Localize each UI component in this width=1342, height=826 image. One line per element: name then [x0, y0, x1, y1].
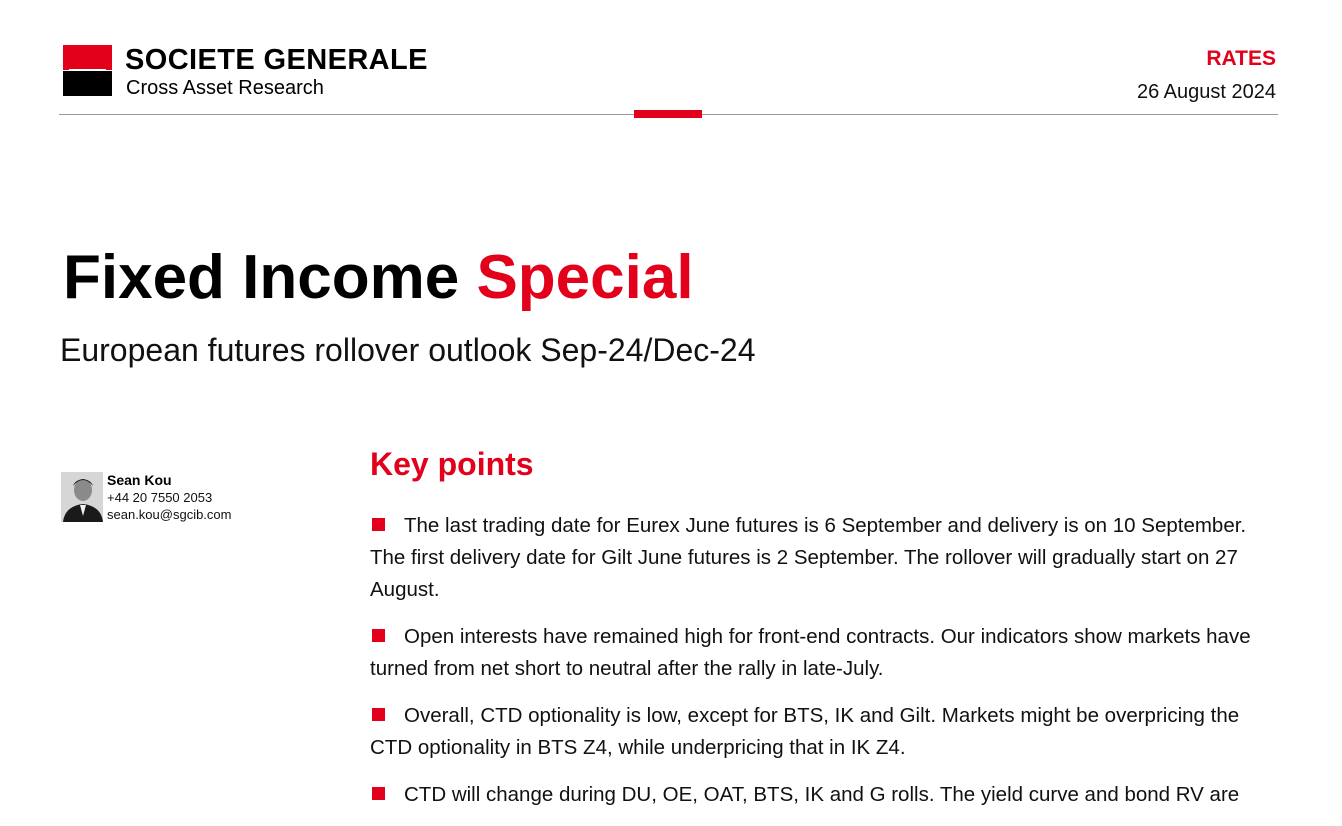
author-phone: +44 20 7550 2053: [107, 490, 213, 505]
brand-logo-black-block: [63, 71, 112, 96]
brand-logo-red-block: [63, 45, 112, 70]
red-square-bullet-icon: [372, 708, 385, 721]
section-label: RATES: [1206, 47, 1276, 70]
author-portrait-icon: [61, 472, 103, 522]
key-point-item: [370, 700, 1282, 764]
key-point-text: CTD will change during DU, OE, OAT, BTS, IK and G rolls. The yield curve and bond RV are: [404, 783, 1240, 806]
key-point-text: Overall, CTD optionality is low, except for BTS, IK and Gilt. Markets might be overpricing the CTD optionality in BTS Z4, while underpricing that in IK Z4.: [370, 704, 1240, 759]
key-points-heading: Key points: [370, 446, 534, 482]
brand-subtitle: Cross Asset Research: [126, 77, 324, 99]
author-block: [61, 471, 321, 523]
author-email-link[interactable]: sean.kou@sgcib.com: [107, 507, 232, 522]
red-square-bullet-icon: [372, 787, 385, 800]
author-name: Sean Kou: [107, 472, 172, 488]
report-date: 26 August 2024: [1136, 81, 1276, 103]
red-square-bullet-icon: [372, 629, 385, 642]
key-point-item: [370, 510, 1282, 606]
key-point-text: Open interests have remained high for front-end contracts. Our indicators show markets have turned from net short to neutral after the rally in late-July.: [370, 625, 1251, 680]
key-points-list: [370, 510, 1282, 826]
red-square-bullet-icon: [372, 518, 385, 531]
page-subtitle: European futures rollover outlook Sep-24/Dec-24: [60, 332, 756, 368]
title-accent: Special: [476, 243, 694, 312]
brand-logo: [63, 45, 112, 96]
brand-name: SOCIETE GENERALE: [125, 44, 428, 76]
key-point-item: [370, 779, 1282, 811]
page-title: [63, 240, 694, 316]
key-point-text: The last trading date for Eurex June futures is 6 September and delivery is on 10 September. The first delivery date for Gilt June futures is 2 September. The rollover will gradually start on 27 August.: [370, 514, 1247, 601]
header-accent-bar: [634, 110, 702, 118]
title-main: Fixed Income: [63, 243, 460, 312]
key-point-item: [370, 621, 1282, 685]
